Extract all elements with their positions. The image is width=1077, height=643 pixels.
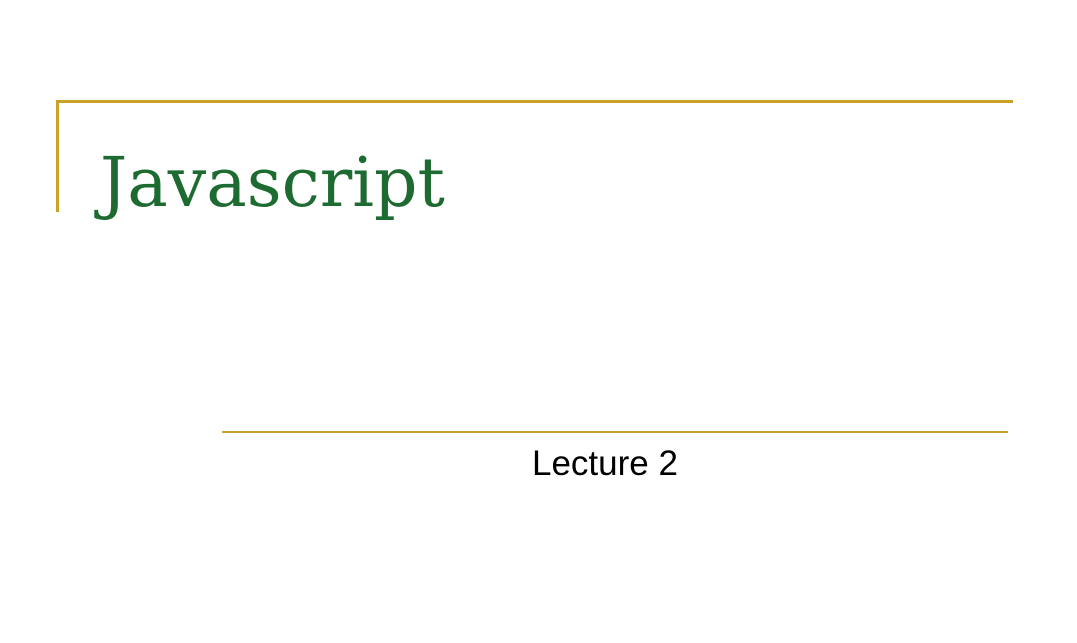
title-left-rule (56, 100, 59, 212)
subtitle-rule (222, 431, 1008, 433)
slide-title: Javascript (100, 144, 445, 223)
slide-subtitle: Lecture 2 (532, 444, 678, 483)
title-top-rule (56, 100, 1013, 103)
